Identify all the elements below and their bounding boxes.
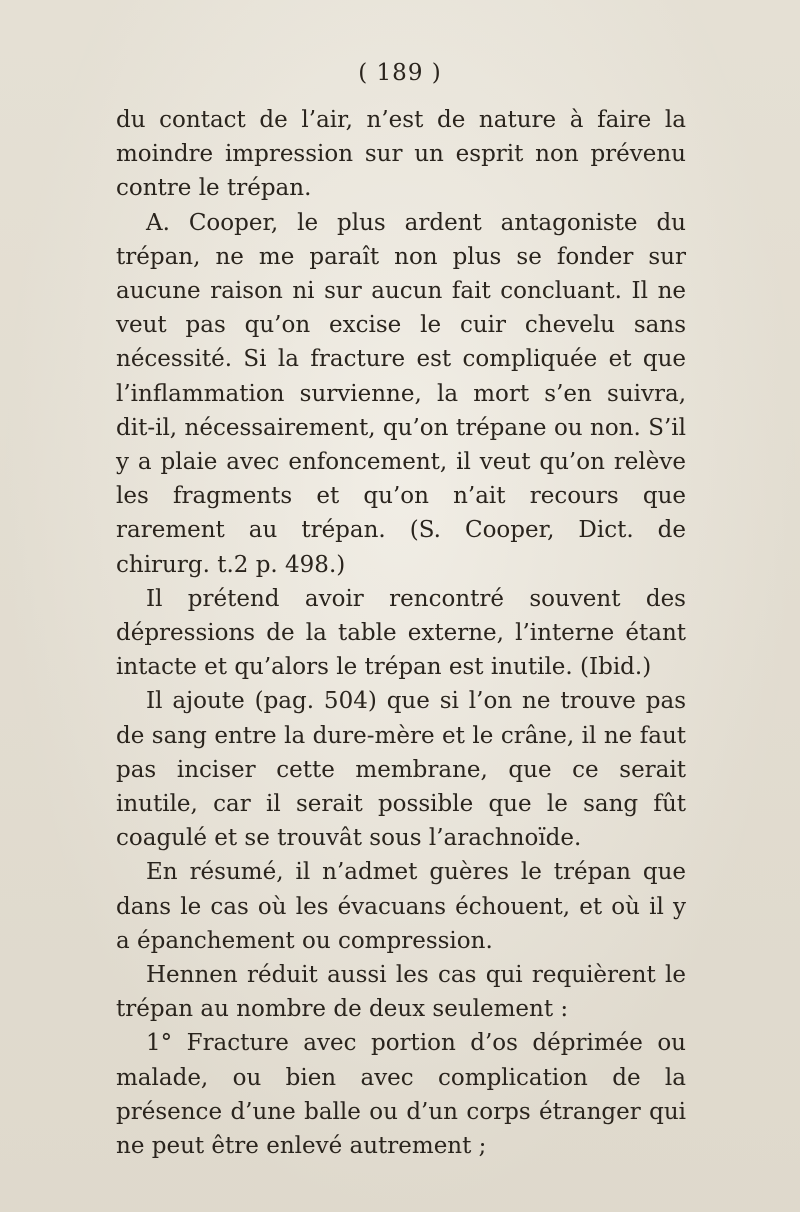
- paragraph-resume: En résumé, il n’admet guères le trépan que dans le cas où les évacuans échouent, et où il y a épanchement ou compression.: [116, 859, 686, 954]
- paragraph-first-case: 1° Fracture avec portion d’os déprimée ou malade, ou bien avec complication de la présence d’une balle ou d’un corps étranger qui ne peut être enlevé autrement ;: [116, 1030, 686, 1160]
- paragraph-dure-mere: Il ajoute (pag. 504) que si l’on ne trouve pas de sang entre la dure-mère et le crâne, il ne faut pas inciser cette membrane, que ce serait inutile, car il serait possible que le sang fût coagulé et se trouvât sous l’arachnoïde.: [116, 688, 686, 852]
- body-text: [116, 103, 686, 1163]
- paragraph-cooper: A. Cooper, le plus ardent antagoniste du trépan, ne me paraît non plus se fonder sur aucune raison ni sur aucun fait concluant. Il ne veut pas qu’on excise le cuir chevelu sans nécessité. Si la fracture est compliquée et que l’inflammation survienne, la mort s’en suivra, dit-il, nécessairement, qu’on trépane ou non. S’il y a plaie avec enfoncement, il veut qu’on relève les fragments et qu’on n’ait recours que rarement au trépan. (S. Cooper, Dict. de chirurg. t.2 p. 498.): [116, 209, 686, 578]
- page-number: ( 189 ): [358, 60, 442, 86]
- paragraph-continued: du contact de l’air, n’est de nature à faire la moindre impression sur un esprit non prévenu contre le trépan.: [116, 107, 686, 202]
- paragraph-hennen: Hennen réduit aussi les cas qui requièrent le trépan au nombre de deux seulement :: [116, 962, 686, 1023]
- paragraph-depressions: Il prétend avoir rencontré souvent des dépressions de la table externe, l’interne étant intacte et qu’alors le trépan est inutile. (Ibid.): [116, 585, 686, 681]
